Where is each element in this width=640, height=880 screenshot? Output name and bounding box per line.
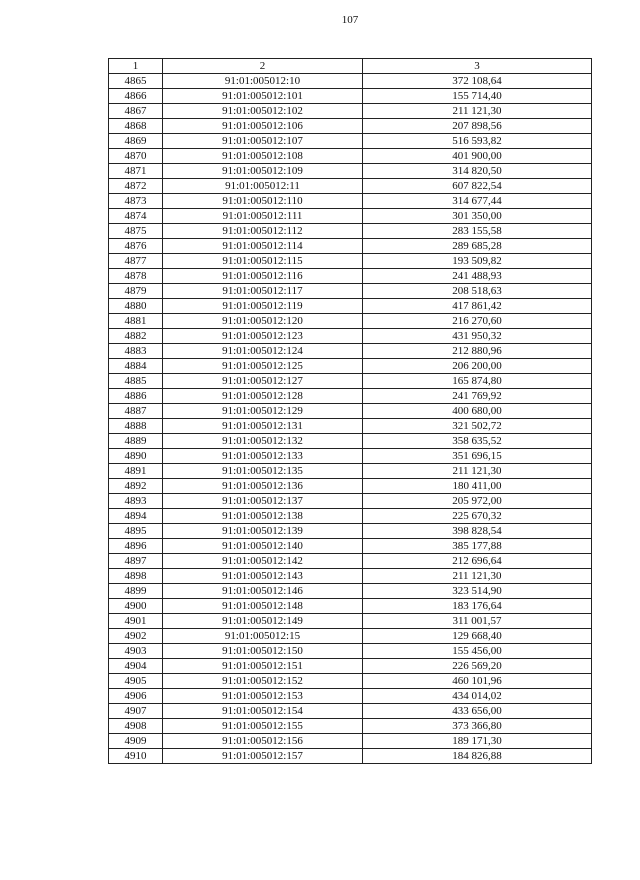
table-row <box>109 269 592 284</box>
table-row <box>109 134 592 149</box>
value-cell: 433 656,00 <box>363 704 592 719</box>
table-row <box>109 89 592 104</box>
table-row <box>109 689 592 704</box>
value-cell: 372 108,64 <box>363 74 592 89</box>
value-cell: 193 509,82 <box>363 254 592 269</box>
cadastral-number-cell: 91:01:005012:132 <box>163 434 363 449</box>
table-row <box>109 344 592 359</box>
cadastral-number-cell: 91:01:005012:148 <box>163 599 363 614</box>
table-row <box>109 674 592 689</box>
row-number-cell: 4881 <box>109 314 163 329</box>
cadastral-number-cell: 91:01:005012:137 <box>163 494 363 509</box>
cadastral-number-cell: 91:01:005012:136 <box>163 479 363 494</box>
value-cell: 323 514,90 <box>363 584 592 599</box>
table-row <box>109 464 592 479</box>
table-row <box>109 479 592 494</box>
table-row <box>109 734 592 749</box>
table-row <box>109 314 592 329</box>
value-cell: 212 880,96 <box>363 344 592 359</box>
value-cell: 607 822,54 <box>363 179 592 194</box>
cadastral-number-cell: 91:01:005012:101 <box>163 89 363 104</box>
row-number-cell: 4874 <box>109 209 163 224</box>
table-row <box>109 494 592 509</box>
cadastral-number-cell: 91:01:005012:153 <box>163 689 363 704</box>
value-cell: 431 950,32 <box>363 329 592 344</box>
table-body <box>109 59 592 764</box>
cadastral-number-cell: 91:01:005012:143 <box>163 569 363 584</box>
cadastral-number-cell: 91:01:005012:133 <box>163 449 363 464</box>
row-number-cell: 4898 <box>109 569 163 584</box>
table-row <box>109 509 592 524</box>
cadastral-number-cell: 91:01:005012:140 <box>163 539 363 554</box>
row-number-cell: 4890 <box>109 449 163 464</box>
table-row <box>109 419 592 434</box>
table-row <box>109 554 592 569</box>
value-cell: 351 696,15 <box>363 449 592 464</box>
row-number-cell: 4888 <box>109 419 163 434</box>
table-row <box>109 659 592 674</box>
value-cell: 226 569,20 <box>363 659 592 674</box>
table-row <box>109 254 592 269</box>
cadastral-number-cell: 91:01:005012:157 <box>163 749 363 764</box>
value-cell: 385 177,88 <box>363 539 592 554</box>
row-number-cell: 4901 <box>109 614 163 629</box>
cadastral-number-cell: 91:01:005012:107 <box>163 134 363 149</box>
value-cell: 241 769,92 <box>363 389 592 404</box>
cadastral-number-cell: 91:01:005012:106 <box>163 119 363 134</box>
value-cell: 225 670,32 <box>363 509 592 524</box>
cadastral-number-cell: 91:01:005012:142 <box>163 554 363 569</box>
cadastral-number-cell: 91:01:005012:108 <box>163 149 363 164</box>
row-number-cell: 4873 <box>109 194 163 209</box>
cadastral-number-cell: 91:01:005012:131 <box>163 419 363 434</box>
value-cell: 211 121,30 <box>363 104 592 119</box>
cadastral-number-cell: 91:01:005012:125 <box>163 359 363 374</box>
row-number-cell: 4866 <box>109 89 163 104</box>
value-cell: 314 677,44 <box>363 194 592 209</box>
table-row <box>109 209 592 224</box>
row-number-cell: 4907 <box>109 704 163 719</box>
value-cell: 301 350,00 <box>363 209 592 224</box>
value-cell: 358 635,52 <box>363 434 592 449</box>
table-row <box>109 149 592 164</box>
value-cell: 400 680,00 <box>363 404 592 419</box>
table-row <box>109 224 592 239</box>
table-row <box>109 449 592 464</box>
row-number-cell: 4902 <box>109 629 163 644</box>
cadastral-number-cell: 91:01:005012:123 <box>163 329 363 344</box>
table-row <box>109 404 592 419</box>
cadastral-number-cell: 91:01:005012:110 <box>163 194 363 209</box>
value-cell: 212 696,64 <box>363 554 592 569</box>
row-number-cell: 4910 <box>109 749 163 764</box>
table-row <box>109 359 592 374</box>
row-number-cell: 4875 <box>109 224 163 239</box>
row-number-cell: 4909 <box>109 734 163 749</box>
table-row <box>109 539 592 554</box>
cadastral-number-cell: 91:01:005012:15 <box>163 629 363 644</box>
page-number: 107 <box>341 14 359 26</box>
row-number-cell: 4903 <box>109 644 163 659</box>
table-row <box>109 374 592 389</box>
cadastral-number-cell: 91:01:005012:102 <box>163 104 363 119</box>
table-row <box>109 599 592 614</box>
cadastral-number-cell: 91:01:005012:112 <box>163 224 363 239</box>
value-cell: 283 155,58 <box>363 224 592 239</box>
row-number-cell: 4885 <box>109 374 163 389</box>
column-header-2: 2 <box>163 59 363 74</box>
row-number-cell: 4893 <box>109 494 163 509</box>
row-number-cell: 4895 <box>109 524 163 539</box>
row-number-cell: 4869 <box>109 134 163 149</box>
cadastral-number-cell: 91:01:005012:124 <box>163 344 363 359</box>
table-row <box>109 644 592 659</box>
row-number-cell: 4880 <box>109 299 163 314</box>
cadastral-number-cell: 91:01:005012:116 <box>163 269 363 284</box>
cadastral-number-cell: 91:01:005012:111 <box>163 209 363 224</box>
row-number-cell: 4886 <box>109 389 163 404</box>
row-number-cell: 4905 <box>109 674 163 689</box>
table-row <box>109 284 592 299</box>
value-cell: 289 685,28 <box>363 239 592 254</box>
row-number-cell: 4908 <box>109 719 163 734</box>
value-cell: 183 176,64 <box>363 599 592 614</box>
row-number-cell: 4871 <box>109 164 163 179</box>
value-cell: 216 270,60 <box>363 314 592 329</box>
cadastral-number-cell: 91:01:005012:138 <box>163 509 363 524</box>
row-number-cell: 4900 <box>109 599 163 614</box>
cadastral-number-cell: 91:01:005012:114 <box>163 239 363 254</box>
table-row <box>109 194 592 209</box>
cadastral-number-cell: 91:01:005012:119 <box>163 299 363 314</box>
value-cell: 208 518,63 <box>363 284 592 299</box>
table-row <box>109 179 592 194</box>
row-number-cell: 4865 <box>109 74 163 89</box>
table-row <box>109 299 592 314</box>
row-number-cell: 4887 <box>109 404 163 419</box>
row-number-cell: 4892 <box>109 479 163 494</box>
cadastral-number-cell: 91:01:005012:149 <box>163 614 363 629</box>
cadastral-number-cell: 91:01:005012:128 <box>163 389 363 404</box>
value-cell: 206 200,00 <box>363 359 592 374</box>
table-row <box>109 749 592 764</box>
row-number-cell: 4904 <box>109 659 163 674</box>
cadastral-number-cell: 91:01:005012:127 <box>163 374 363 389</box>
value-cell: 321 502,72 <box>363 419 592 434</box>
table-row <box>109 74 592 89</box>
row-number-cell: 4906 <box>109 689 163 704</box>
cadastral-number-cell: 91:01:005012:152 <box>163 674 363 689</box>
table-row <box>109 524 592 539</box>
row-number-cell: 4891 <box>109 464 163 479</box>
table-row <box>109 629 592 644</box>
row-number-cell: 4876 <box>109 239 163 254</box>
cadastral-number-cell: 91:01:005012:139 <box>163 524 363 539</box>
value-cell: 314 820,50 <box>363 164 592 179</box>
value-cell: 401 900,00 <box>363 149 592 164</box>
row-number-cell: 4899 <box>109 584 163 599</box>
cadastral-number-cell: 91:01:005012:135 <box>163 464 363 479</box>
table-header-row <box>109 59 592 74</box>
value-cell: 205 972,00 <box>363 494 592 509</box>
row-number-cell: 4867 <box>109 104 163 119</box>
row-number-cell: 4877 <box>109 254 163 269</box>
cadastral-number-cell: 91:01:005012:117 <box>163 284 363 299</box>
value-cell: 373 366,80 <box>363 719 592 734</box>
row-number-cell: 4884 <box>109 359 163 374</box>
value-cell: 398 828,54 <box>363 524 592 539</box>
value-cell: 189 171,30 <box>363 734 592 749</box>
value-cell: 460 101,96 <box>363 674 592 689</box>
cadastral-number-cell: 91:01:005012:11 <box>163 179 363 194</box>
table-row <box>109 389 592 404</box>
table-row <box>109 239 592 254</box>
cadastral-number-cell: 91:01:005012:154 <box>163 704 363 719</box>
table-row <box>109 614 592 629</box>
cadastral-number-cell: 91:01:005012:146 <box>163 584 363 599</box>
table-row <box>109 584 592 599</box>
table-row <box>109 704 592 719</box>
row-number-cell: 4897 <box>109 554 163 569</box>
cadastral-value-table <box>108 58 592 764</box>
value-cell: 207 898,56 <box>363 119 592 134</box>
value-cell: 155 456,00 <box>363 644 592 659</box>
value-cell: 165 874,80 <box>363 374 592 389</box>
cadastral-number-cell: 91:01:005012:10 <box>163 74 363 89</box>
value-cell: 211 121,30 <box>363 569 592 584</box>
table-row <box>109 164 592 179</box>
value-cell: 311 001,57 <box>363 614 592 629</box>
value-cell: 434 014,02 <box>363 689 592 704</box>
row-number-cell: 4879 <box>109 284 163 299</box>
table-row <box>109 569 592 584</box>
column-header-3: 3 <box>363 59 592 74</box>
cadastral-number-cell: 91:01:005012:115 <box>163 254 363 269</box>
cadastral-number-cell: 91:01:005012:155 <box>163 719 363 734</box>
column-header-1: 1 <box>109 59 163 74</box>
value-cell: 417 861,42 <box>363 299 592 314</box>
cadastral-number-cell: 91:01:005012:156 <box>163 734 363 749</box>
value-cell: 516 593,82 <box>363 134 592 149</box>
value-cell: 211 121,30 <box>363 464 592 479</box>
cadastral-number-cell: 91:01:005012:120 <box>163 314 363 329</box>
value-cell: 184 826,88 <box>363 749 592 764</box>
cadastral-number-cell: 91:01:005012:109 <box>163 164 363 179</box>
value-cell: 129 668,40 <box>363 629 592 644</box>
row-number-cell: 4896 <box>109 539 163 554</box>
row-number-cell: 4870 <box>109 149 163 164</box>
row-number-cell: 4882 <box>109 329 163 344</box>
value-cell: 180 411,00 <box>363 479 592 494</box>
value-cell: 155 714,40 <box>363 89 592 104</box>
table-row <box>109 119 592 134</box>
table-row <box>109 104 592 119</box>
row-number-cell: 4894 <box>109 509 163 524</box>
row-number-cell: 4883 <box>109 344 163 359</box>
table-row <box>109 719 592 734</box>
table-row <box>109 434 592 449</box>
row-number-cell: 4868 <box>109 119 163 134</box>
row-number-cell: 4889 <box>109 434 163 449</box>
cadastral-number-cell: 91:01:005012:129 <box>163 404 363 419</box>
row-number-cell: 4872 <box>109 179 163 194</box>
table-row <box>109 329 592 344</box>
cadastral-number-cell: 91:01:005012:150 <box>163 644 363 659</box>
cadastral-number-cell: 91:01:005012:151 <box>163 659 363 674</box>
row-number-cell: 4878 <box>109 269 163 284</box>
value-cell: 241 488,93 <box>363 269 592 284</box>
